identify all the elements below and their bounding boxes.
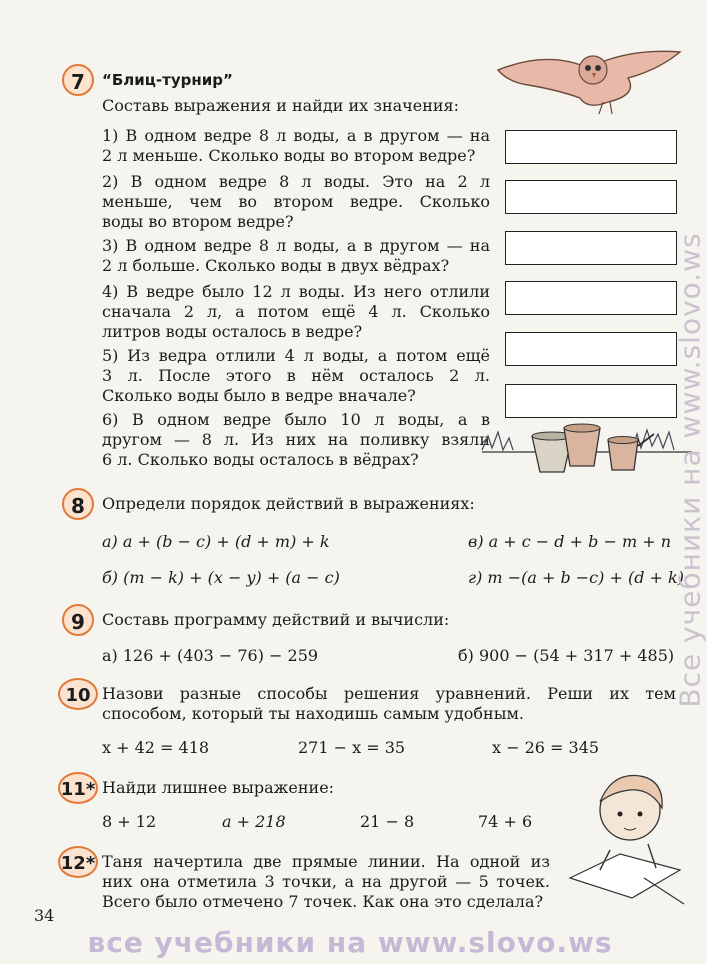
task-9-expr-a: а) 126 + (403 − 76) − 259 [102, 646, 319, 665]
task-10-equation-1: x + 42 = 418 [102, 738, 210, 757]
buckets-illustration [482, 416, 692, 476]
task-7-title: “Блиц-турнир” [102, 71, 233, 89]
text-line: сначала 2 л, а потом ещё 4 л. Сколько [102, 302, 490, 321]
text-line: меньше, чем во втором ведре. Сколько [102, 192, 490, 211]
task-8-instruction: Определи порядок действий в выражениях: [102, 494, 475, 513]
bottom-watermark: все учебники на www.slovo.ws [87, 926, 613, 959]
text-line: 2) В одном ведре 8 л воды. Это на 2 л [102, 172, 490, 191]
task-9-expr-b: б) 900 − (54 + 317 + 485) [458, 646, 675, 665]
text-line: 3 л. После этого в нём осталось 2 л. [102, 366, 490, 385]
text-line: 6 л. Сколько воды осталось в вёдрах? [102, 450, 419, 469]
answer-box-3[interactable] [505, 231, 677, 265]
answer-box-6[interactable] [505, 384, 677, 418]
text-line: воды во втором ведре? [102, 212, 294, 231]
answer-box-5[interactable] [505, 332, 677, 366]
task-11-instruction: Найди лишнее выражение: [102, 778, 335, 797]
task-8-expr-g: г) m −(a + b −c) + (d + k) [468, 568, 684, 587]
task-10-line-1: Назови разные способы решения уравнений. Реши их тем [102, 684, 676, 703]
task-12-number: 12* [58, 846, 98, 878]
page-number: 34 [34, 906, 55, 925]
text-line: литров воды осталось в ведре? [102, 322, 363, 341]
answer-box-4[interactable] [505, 281, 677, 315]
text-line: 4) В ведре было 12 л воды. Из него отлили [102, 282, 490, 301]
girl-drawing-illustration [560, 758, 690, 908]
text-line: другом — 8 л. Из них на поливку взяли [102, 430, 490, 449]
task-8-expr-a: а) a + (b − c) + (d + m) + k [102, 532, 330, 551]
answer-box-2[interactable] [505, 180, 677, 214]
task-11-number: 11* [58, 772, 98, 804]
task-9-instruction: Составь программу действий и вычисли: [102, 610, 450, 629]
text-line: Сколько воды было в ведре вначале? [102, 386, 416, 405]
text-line: 5) Из ведра отлили 4 л воды, а потом ещё [102, 346, 490, 365]
text-line: 2 л больше. Сколько воды в двух вёдрах? [102, 256, 450, 275]
text-line: 2 л меньше. Сколько воды во втором ведре? [102, 146, 476, 165]
task-11-expr-3: 21 − 8 [360, 812, 415, 831]
task-12-line-1: Таня начертила две прямые линии. На одной из [102, 852, 550, 871]
task-10-number: 10 [58, 678, 98, 710]
text-line: 3) В одном ведре 8 л воды, а в другом — на [102, 236, 490, 255]
task-7-number: 7 [62, 64, 94, 96]
task-12-line-3: Всего было отмечено 7 точек. Как она это сделала? [102, 892, 544, 911]
task-11-expr-1: 8 + 12 [102, 812, 157, 831]
task-11-expr-4: 74 + 6 [478, 812, 533, 831]
text-line: 6) В одном ведре было 10 л воды, а в [102, 410, 490, 429]
task-11-expr-2: a + 218 [222, 812, 286, 831]
task-8-expr-b: б) (m − k) + (x − y) + (a − c) [102, 568, 340, 587]
task-7-instruction: Составь выражения и найди их значения: [102, 96, 460, 115]
task-10-equation-3: x − 26 = 345 [492, 738, 600, 757]
task-12-line-2: них она отметила 3 точки, а на другой — 5 точек. [102, 872, 550, 891]
owl-illustration [488, 40, 688, 120]
task-9-number: 9 [62, 604, 94, 636]
side-watermark: Все учебники на www.slovo.ws [673, 232, 707, 708]
text-line: 1) В одном ведре 8 л воды, а в другом — на [102, 126, 490, 145]
answer-box-1[interactable] [505, 130, 677, 164]
task-8-number: 8 [62, 488, 94, 520]
task-8-expr-v: в) a + c − d + b − m + n [468, 532, 671, 551]
task-10-line-2: способом, который ты находишь самым удобным. [102, 704, 524, 723]
task-10-equation-2: 271 − x = 35 [298, 738, 406, 757]
